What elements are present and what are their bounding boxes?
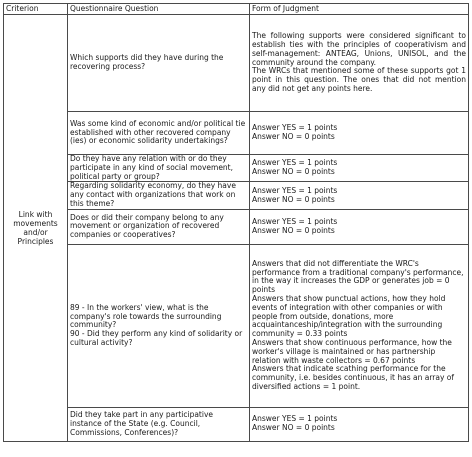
judgment-text: Answer NO = 0 points xyxy=(252,167,335,177)
evaluation-table xyxy=(3,3,469,442)
judgment-cell xyxy=(250,244,469,407)
judgment-text: Answer YES = 1 points xyxy=(252,123,338,133)
judgment-text: Answer YES = 1 points xyxy=(252,185,338,195)
question-cell: Which supports did they have during the recovering process? xyxy=(68,15,250,112)
table-row xyxy=(4,155,469,182)
question-cell: Does or did their company belong to any movement or organization of recovered companies or cooperatives? xyxy=(68,209,250,244)
question-cell xyxy=(68,244,250,407)
judgment-text: Answer NO = 0 points xyxy=(252,225,335,235)
table-row xyxy=(4,407,469,441)
criterion-cell xyxy=(4,15,68,442)
judgment-text: Answers that show punctual actions, how they hold events of integration with other companies or with people from outside, donations, more acquaintanceship/integration with the surrounding community = 0.33 points xyxy=(252,293,446,339)
criterion-line: and/or xyxy=(23,227,48,237)
criterion-line: movements xyxy=(13,218,58,228)
judgment-text: Answers that indicate scathing performance for the community, i.e. besides continuous, it has an array of diversified actions = 1 point. xyxy=(252,364,455,391)
judgment-text: Answer NO = 0 points xyxy=(252,132,335,141)
question-cell: Did they take part in any participative instance of the State (e.g. Council, Commissions, Conferences)? xyxy=(68,407,250,441)
judgment-text: Answer NO = 0 points xyxy=(252,423,335,433)
judgment-text: Answer YES = 1 points xyxy=(252,158,338,168)
question-cell: Was some kind of economic and/or political tie established with other recovered company (ies) or economic solidarity undertakings? xyxy=(68,112,250,155)
judgment-cell xyxy=(250,112,469,155)
question-text: 89 - In the workers' view, what is the company's role towards the surrounding community? xyxy=(70,302,222,330)
header-criterion: Criterion xyxy=(4,4,68,15)
judgment-cell xyxy=(250,182,469,209)
criterion-line: Principles xyxy=(17,236,54,246)
judgment-text: Answers that show continuous performance, how the worker's village is maintained or has partnership relation with waste collectors = 0.67 points xyxy=(252,337,452,365)
criterion-line: Link with xyxy=(18,209,53,219)
judgment-text: The following supports were considered significant to establish ties with the principles of cooperativism and self-management: ANTEAG, Unions, UNISOL, and the community around the company. xyxy=(252,31,466,67)
table-row xyxy=(4,112,469,155)
header-row xyxy=(4,4,469,15)
judgment-text: Answer YES = 1 points xyxy=(252,414,338,424)
judgment-text: Answer NO = 0 points xyxy=(252,194,335,204)
table-row xyxy=(4,182,469,209)
table-row xyxy=(4,209,469,244)
judgment-text: Answer YES = 1 points xyxy=(252,216,338,226)
judgment-cell xyxy=(250,407,469,441)
table-row xyxy=(4,244,469,407)
question-text: 90 - Did they perform any kind of solidarity or cultural activity? xyxy=(70,329,243,347)
header-question: Questionnaire Question xyxy=(68,4,250,15)
question-cell: Do they have any relation with or do they participate in any kind of social movement, political party or group? xyxy=(68,155,250,182)
table-row xyxy=(4,15,469,112)
question-cell: Regarding solidarity economy, do they have any contact with organizations that work on this theme? xyxy=(68,182,250,209)
judgment-cell xyxy=(250,15,469,112)
header-judgment: Form of Judgment xyxy=(250,4,469,15)
document-table-wrapper xyxy=(3,3,469,442)
judgment-cell xyxy=(250,155,469,182)
judgment-text: Answers that did not differentiate the WRC's performance from a traditional company's performance, in the way it increases the GDP or generates job = 0 points xyxy=(252,258,464,295)
judgment-cell xyxy=(250,209,469,244)
judgment-text: The WRCs that mentioned some of these supports got 1 point in this question. The ones that did not mention any did not get any points here. xyxy=(252,66,466,93)
